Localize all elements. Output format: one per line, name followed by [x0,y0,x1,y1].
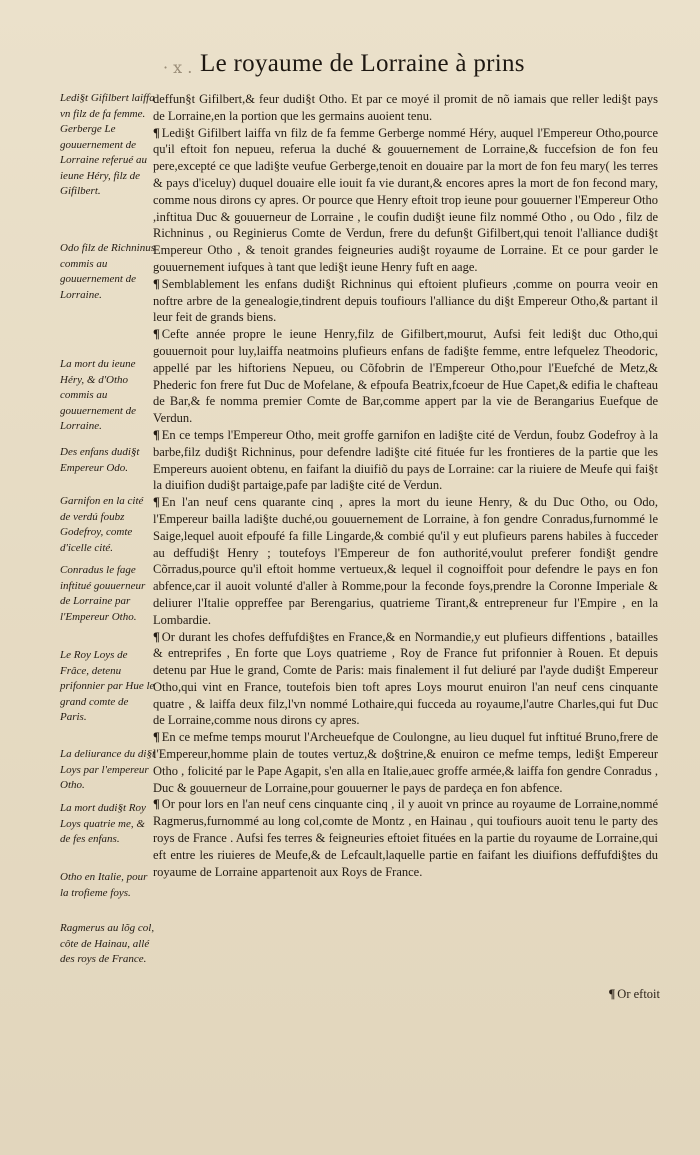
pilcrow-icon: ¶ [153,327,160,342]
margin-note: Odo filz de Richninus commis au gouuernement de Lorraine. [60,242,156,301]
paragraph [153,276,658,326]
margin-note: Conradus le fage inftitué gouuerneur de Lorraine par l'Empereur Otho. [60,564,146,623]
margin-note: Le Roy Loys de Frâce, detenu prifonnier par Hue le grand comte de Paris. [60,649,155,723]
pilcrow-icon: ¶ [153,427,160,442]
paragraph-text: Or pour lors en l'an neuf cens cinquante cinq , il y auoit vn prince au royaume de Lorraine,nommé Ragmerus,furnommé au long col,comte de Montz , en Hainau , qui toufiours auoit tenu le party des roys de France . Aufsi fes terres & feigneuries eftoiet fituées en la partie du royaume de Lorraine,qui eft entre les riuieres de Meufe,& de Lefcault,laquelle partie en faifant les diuifions deffufdi§tes du royaume de Lorraine appartenoit aux Roys de France. [153,797,658,879]
margin-note: La mort dudi§t Roy Loys quatrie me, & de fes enfans. [60,802,146,845]
paragraph [153,427,658,494]
catchword-text: Or eftoit [617,987,660,1001]
pilcrow-icon: ¶ [608,987,616,1001]
margin-note: Des enfans dudi§t Empereur Odo. [60,446,140,474]
margin-note: Otho en Italie, pour la trofieme foys. [60,871,148,899]
main-text [153,91,658,880]
margin-note: La deliurance du di§t Loys par l'empereur Otho. [60,748,156,791]
margin-note: Garnifon en la cité de verdú foubz Godefroy, comte d'icelle cité. [60,495,144,554]
page-ornament: · x . [163,58,193,77]
margin-note: Ledi§t Gifilbert laiffa vn filz de fa femme. Gerberge Le gouuernement de Lorraine referué au ieune Héry, filz de Gifilbert. [60,92,155,197]
catchword [609,987,660,1002]
pilcrow-icon: ¶ [153,730,160,745]
paragraph-text: Or durant les chofes deffufdi§tes en France,& en Normandie,y eut plufieurs diffentions , batailles & entreprifes , En forte que Loys quatrieme , Roy de France fut prifonnier à Rouen. Et depuis detenu par Hue le grand, Comte de Paris: mais finalement il fut deliuré par l'ayde dudi§t Empereur Otho,qui vint en France, toutefois bien toft apres Loys mourut enuiron l'an neuf cens cinquante quatre , & laiffa deux filz,l'vn nommé Lothaire,qui fucceda au royaume,l'autre Charles,qui fut Duc de Lorraine,comme nous dirons cy apres. [153,629,658,728]
paragraph-text: Semblablement les enfans dudi§t Richninus qui eftoient plufieurs ,comme on pourra veoir en noftre arbre de la genealogie,tindrent depuis toufiours l'alliance du di§t Empereur Otho,& partant il leur feit de grands biens. [153,276,658,325]
paragraph-text: Ledi§t Gifilbert laiffa vn filz de fa femme Gerberge nommé Héry, auquel l'Empereur Otho,pource qu'il eftoit fon nepueu, referua la duché & gouuernement de Lorraine,& fuccefsion de fon feu pere,excepté ce que ladi§te veufue Gerberge,tenoit en douaire par la mort de fon feu mary( les terres & pays d'iceluy) duquel douaire elle iouit fa vie durant,& encores apres la mort de fon fecond mary, comme nous dirons cy apres. Or pource que Henry eftoit trop ieune pour gouuerner l'Empereur Otho ,inftitua Duc & gouuerneur de Lorraine , le coufin dudi§t ieune filz nommé Otho , ou Odo , filz de Richninus , ou Reginierus Comte de Verdun, frere du defun§t Gifilbert,qui tenoit l'alliance dudi§t Empereur Otho , & tenoit grandes feigneuries audi§t royaume de Lorraine. Et ce pour garder le gouuernement iufques à tant que ledi§t ieune Henry fuft en aage. [153,125,658,274]
paragraph [153,494,658,628]
paragraph-text: Cefte année propre le ieune Henry,filz de Gifilbert,mourut, Aufsi feit ledi§t duc Otho,qui gouuernoit pour luy,laiffa neatmoins plufieurs enfans de fadi§te femme, entre lefquelez Theodoric, appellé par les hiftoriens Nepueu, ou Cõfobrin de l'Empereur Otho,pour l'Euefché de Metz,& Phederic fon frere fut Duc de Mofelane, & efpoufa Beatrix,fcoeur de Hue Capet,& edifia le chafteau de Bar,& fe nomma premier Comte de Bar,comme appert par la vie de Berangarius Euefque de Verdun. [153,327,658,426]
paragraph [153,729,658,796]
pilcrow-icon: ¶ [153,495,160,510]
paragraph-text: En l'an neuf cens quarante cinq , apres la mort du ieune Henry, & du Duc Otho, ou Odo, l'Empereur bailla ladi§te duché,ou gouuernement de Lorraine, à fon gendre Conradus,furnommé le Saige,lequel auoit efpoufé fa fille Lingarde,& combié qu'il y eut plufieurs parens habiles à fucceder au deffudi§t Henry ; toutefoys l'Empereur de fon authorité,voulut preferer fondi§t gendre Cõrradus,pource qu'il eftoit homme vertueux,& lequel il cognoiffoit pour defendre le pays en fon abfence,car il auoit volunté d'aller à Romme,pour la feconde foys,prendre la Coronne Imperiale & deliurer l'Italie oppreffee par Berengarius, quatrieme Tirant,& entrepreneur fur l'Empire , en la Lombardie. [153,495,658,627]
paragraph [153,629,658,730]
paragraph: deffun§t Gifilbert,& feur dudi§t Otho. Et par ce moyé il promit de nõ iamais que reller ledi§t pays de Lorraine,en la portion que les germains auoient tenu. [153,92,658,123]
margin-note: Ragmerus au lõg col, côte de Hainau, allé des roys de France. [60,922,155,965]
margin-note: La mort du ieune Héry, & d'Otho commis au gouuernement de Lorraine. [60,358,137,432]
paragraph [153,125,658,276]
paragraph [153,796,658,880]
pilcrow-icon: ¶ [153,276,160,291]
pilcrow-icon: ¶ [153,797,160,812]
paragraph [153,326,658,427]
running-header: Le royaume de Lorraine à prins [200,50,525,77]
pilcrow-icon: ¶ [153,629,160,644]
paragraph-text: En ce temps l'Empereur Otho, meit groffe garnifon en ladi§te cité de Verdun, foubz Godefroy à la barbe,filz dudi§t Richninus, pour defendre ladi§te cité fituée fur les frontieres de la partie que les Empereurs auoient obtenu, en faifant la diuifiõ du pays de Lorraine: car la riuiere de Meufe qui fai§t la diuifion dudi§t partaige,pafe par ladi§te cité de Verdun. [153,427,658,493]
pilcrow-icon: ¶ [153,125,160,140]
paragraph-text: En ce mefme temps mourut l'Archeuefque de Coulongne, au lieu duquel fut inftitué Bruno,frere de l'Empereur,homme plain de toutes vertuz,& do§trine,& enuiron ce mefme temps, ledi§t Empereur Otho , folicité par le Pape Agapit, s'en alla en Italie,auec groffe armée,& laiffa fon gendre Conradus , Duc & gouuerneur de Lorraine,pour gouuerner le pays de pardeça en fon abfence. [153,730,658,795]
